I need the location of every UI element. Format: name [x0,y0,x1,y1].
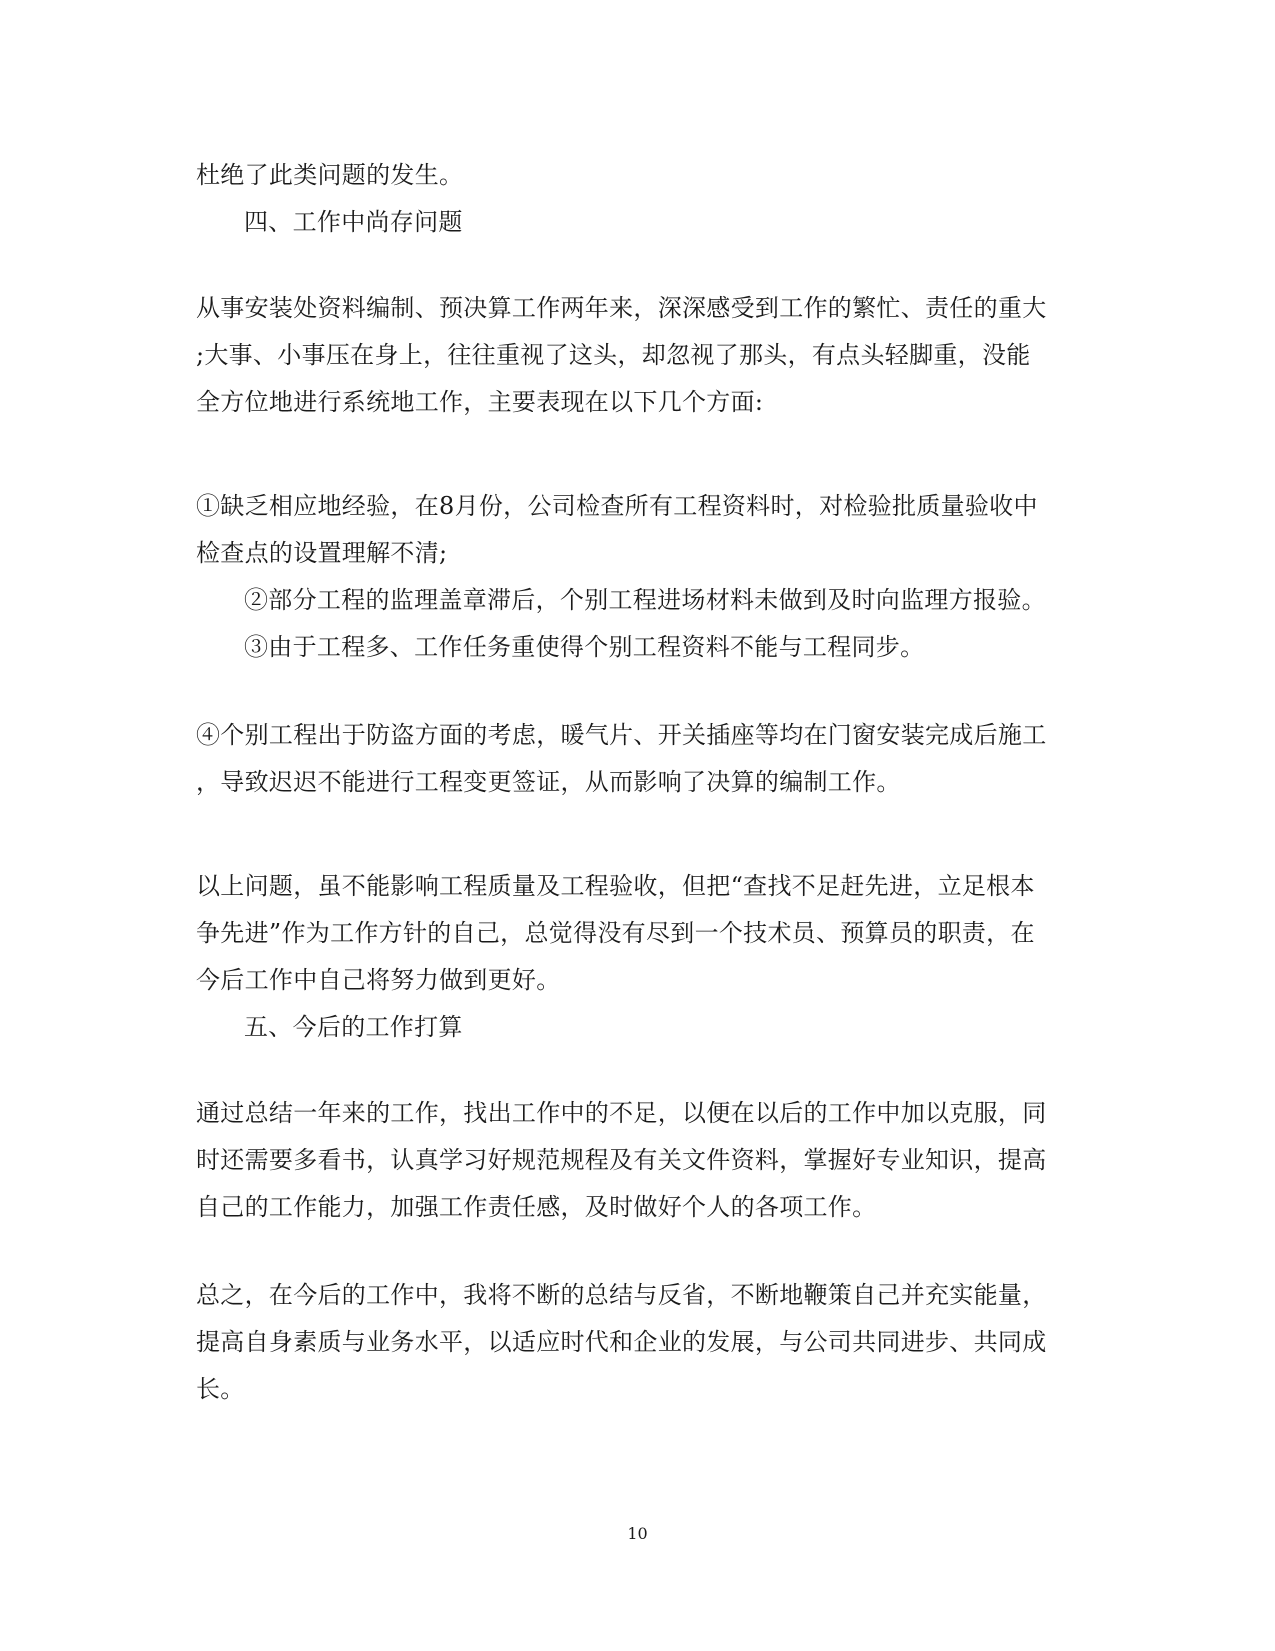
text-line: 时还需要多看书，认真学习好规范规程及有关文件资料，掌握好专业知识，提高 [196,1146,1047,1174]
list-item: ①缺乏相应地经验，在8月份，公司检查所有工程资料时，对检验批质量验收中 [196,492,1038,520]
text-line: 检查点的设置理解不清; [196,539,448,567]
list-item: ③由于工程多、工作任务重使得个别工程资料不能与工程同步。 [244,633,925,661]
text-line: 杜绝了此类问题的发生。 [196,161,464,189]
page-number: 10 [627,1524,648,1543]
list-item: ④个别工程出于防盗方面的考虑，暖气片、开关插座等均在门窗安装完成后施工 [196,721,1047,749]
section-heading-5: 五、今后的工作打算 [244,1013,463,1041]
text-line: 长。 [196,1375,245,1403]
text-line: 自己的工作能力，加强工作责任感，及时做好个人的各项工作。 [196,1193,877,1221]
section-heading-4: 四、工作中尚存问题 [244,208,463,236]
text-line: 今后工作中自己将努力做到更好。 [196,966,561,994]
text-line: 通过总结一年来的工作，找出工作中的不足，以便在以后的工作中加以克服，同 [196,1099,1047,1127]
text-line: 总之，在今后的工作中，我将不断的总结与反省，不断地鞭策自己并充实能量， [196,1281,1047,1309]
text-line: 提高自身素质与业务水平，以适应时代和企业的发展，与公司共同进步、共同成 [196,1328,1047,1356]
text-line: ;大事、小事压在身上，往往重视了这头，却忽视了那头，有点头轻脚重，没能 [196,341,1031,369]
text-line: 从事安装处资料编制、预决算工作两年来，深深感受到工作的繁忙、责任的重大 [196,294,1047,322]
text-line: 全方位地进行系统地工作，主要表现在以下几个方面: [196,388,764,416]
text-line: 争先进”作为工作方针的自己，总觉得没有尽到一个技术员、预算员的职责，在 [196,919,1035,947]
list-item: ②部分工程的监理盖章滞后，个别工程进场材料未做到及时向监理方报验。 [244,586,1046,614]
text-line: 以上问题，虽不能影响工程质量及工程验收，但把“查找不足赶先进，立足根本 [196,872,1035,900]
text-line: ，导致迟迟不能进行工程变更签证，从而影响了决算的编制工作。 [196,768,901,796]
